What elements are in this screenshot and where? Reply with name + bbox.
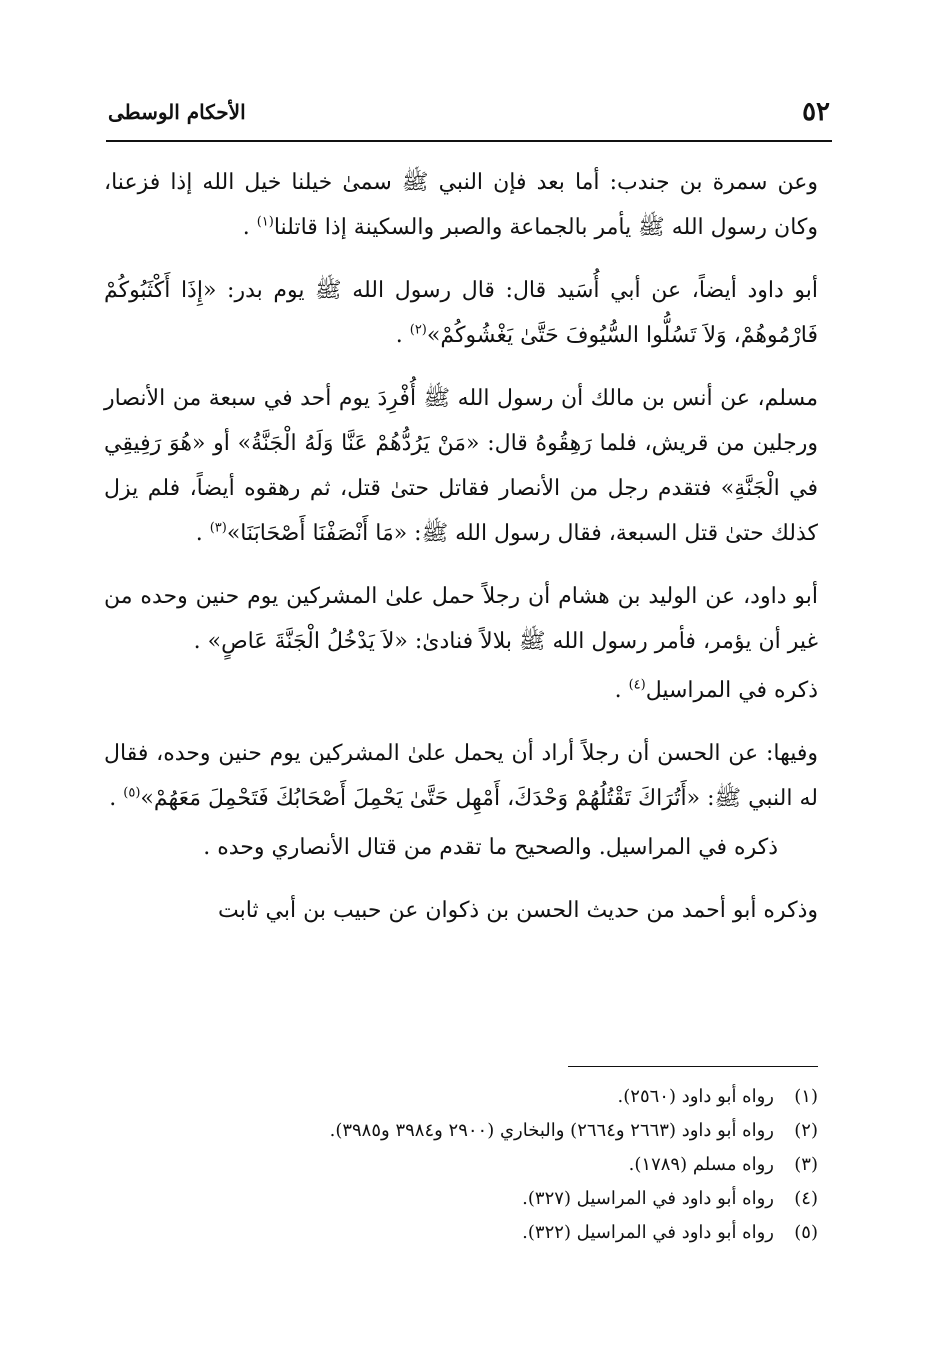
footnote-ref: (٣) [209, 520, 227, 536]
paragraph: وذكره أبو أحمد من حديث الحسن بن ذكوان عن حبيب بن أبي ثابت [218, 898, 818, 923]
footnote: (٥)رواه أبو داود في المراسيل (٣٢٢). [522, 1222, 818, 1243]
footnote: (١)رواه أبو داود (٢٥٦٠). [617, 1086, 818, 1107]
paragraph: ذكره في المراسيل$^{(٤)}$ . [614, 677, 818, 703]
footnote-ref: (٢) [409, 322, 427, 338]
paragraph: مسلم، عن أنس بن مالك أن رسول الله ﷺ أُفْرِدَ يوم أحد في سبعة من الأنصار ورجلين من قريش، فلما رَهِقُوهُ قال: «مَنْ يَرُدُّهُمْ عَنَّا وَلَهُ الْجَنَّةُ» أو «هُوَ رَفِيقِي في الْجَنَّةِ» فتقدم رجل من الأنصار فقاتل حتىٰ قتل، ثم رهقوه أيضاً، فلم يزل كذلك حتىٰ قتل السبعة، فقال رسول الله ﷺ: «مَا أَنْصَفْنَا أَصْحَابَنَا»$^{(٣)}$ . [104, 386, 818, 546]
paragraph: وفيها: عن الحسن أن رجلاً أراد أن يحمل علىٰ المشركين يوم حنين وحده، فقال له النبي ﷺ: «أَتُرَاكَ تَقْتُلُهُمْ وَحْدَكَ، أَمْهِل حَتَّىٰ يَحْمِلَ أَصْحَابُكَ فَتَحْمِلَ مَعَهُمْ»$^{(٥)}$ . [104, 741, 818, 811]
paragraph: وعن سمرة بن جندب: أما بعد فإن النبي ﷺ سمىٰ خيلنا خيل الله إذا فزعنا، وكان رسول الله ﷺ يأمر بالجماعة والصبر والسكينة إذا قاتلنا$^{(١)}$ . [104, 170, 818, 240]
footnote-ref: (١) [256, 214, 274, 230]
paragraph: ذكره في المراسيل. والصحيح ما تقدم من قتال الأنصاري وحده . [203, 835, 778, 860]
footnote: (٤)رواه أبو داود في المراسيل (٣٢٧). [522, 1188, 818, 1209]
footnote-ref: (٥) [123, 785, 141, 801]
page-number: ٥٢ [802, 97, 830, 127]
footnote-separator [568, 1066, 818, 1067]
footnotes [104, 1080, 818, 1250]
page-header [108, 92, 830, 132]
main-text [104, 160, 818, 951]
running-title: الأحكام الوسطى [108, 100, 246, 124]
footnote: (٢)رواه أبو داود (٢٦٦٣ و٢٦٦٤) والبخاري (٢٩٠٠ و٣٩٨٤ و٣٩٨٥). [329, 1120, 818, 1141]
paragraph: أبو داود، عن الوليد بن هشام أن رجلاً حمل علىٰ المشركين يوم حنين وحده من غير أن يؤمر، فأمر رسول الله ﷺ بلالاً فنادىٰ: «لاَ يَدْخُلُ الْجَنَّةَ عَاصٍ» . [104, 584, 818, 654]
footnote-ref: (٤) [628, 677, 646, 693]
footnote: (٣)رواه مسلم (١٧٨٩). [628, 1154, 818, 1175]
header-rule [106, 140, 832, 142]
paragraph: أبو داود أيضاً، عن أبي أُسَيد قال: قال رسول الله ﷺ يوم بدر: «إِذَا أَكْثَبُوكُمْ فَارْمُوهُمْ، وَلاَ تَسُلُّوا السُّيُوفَ حَتَّىٰ يَغْشُوكُمْ»$^{(٢)}$ . [104, 278, 818, 348]
